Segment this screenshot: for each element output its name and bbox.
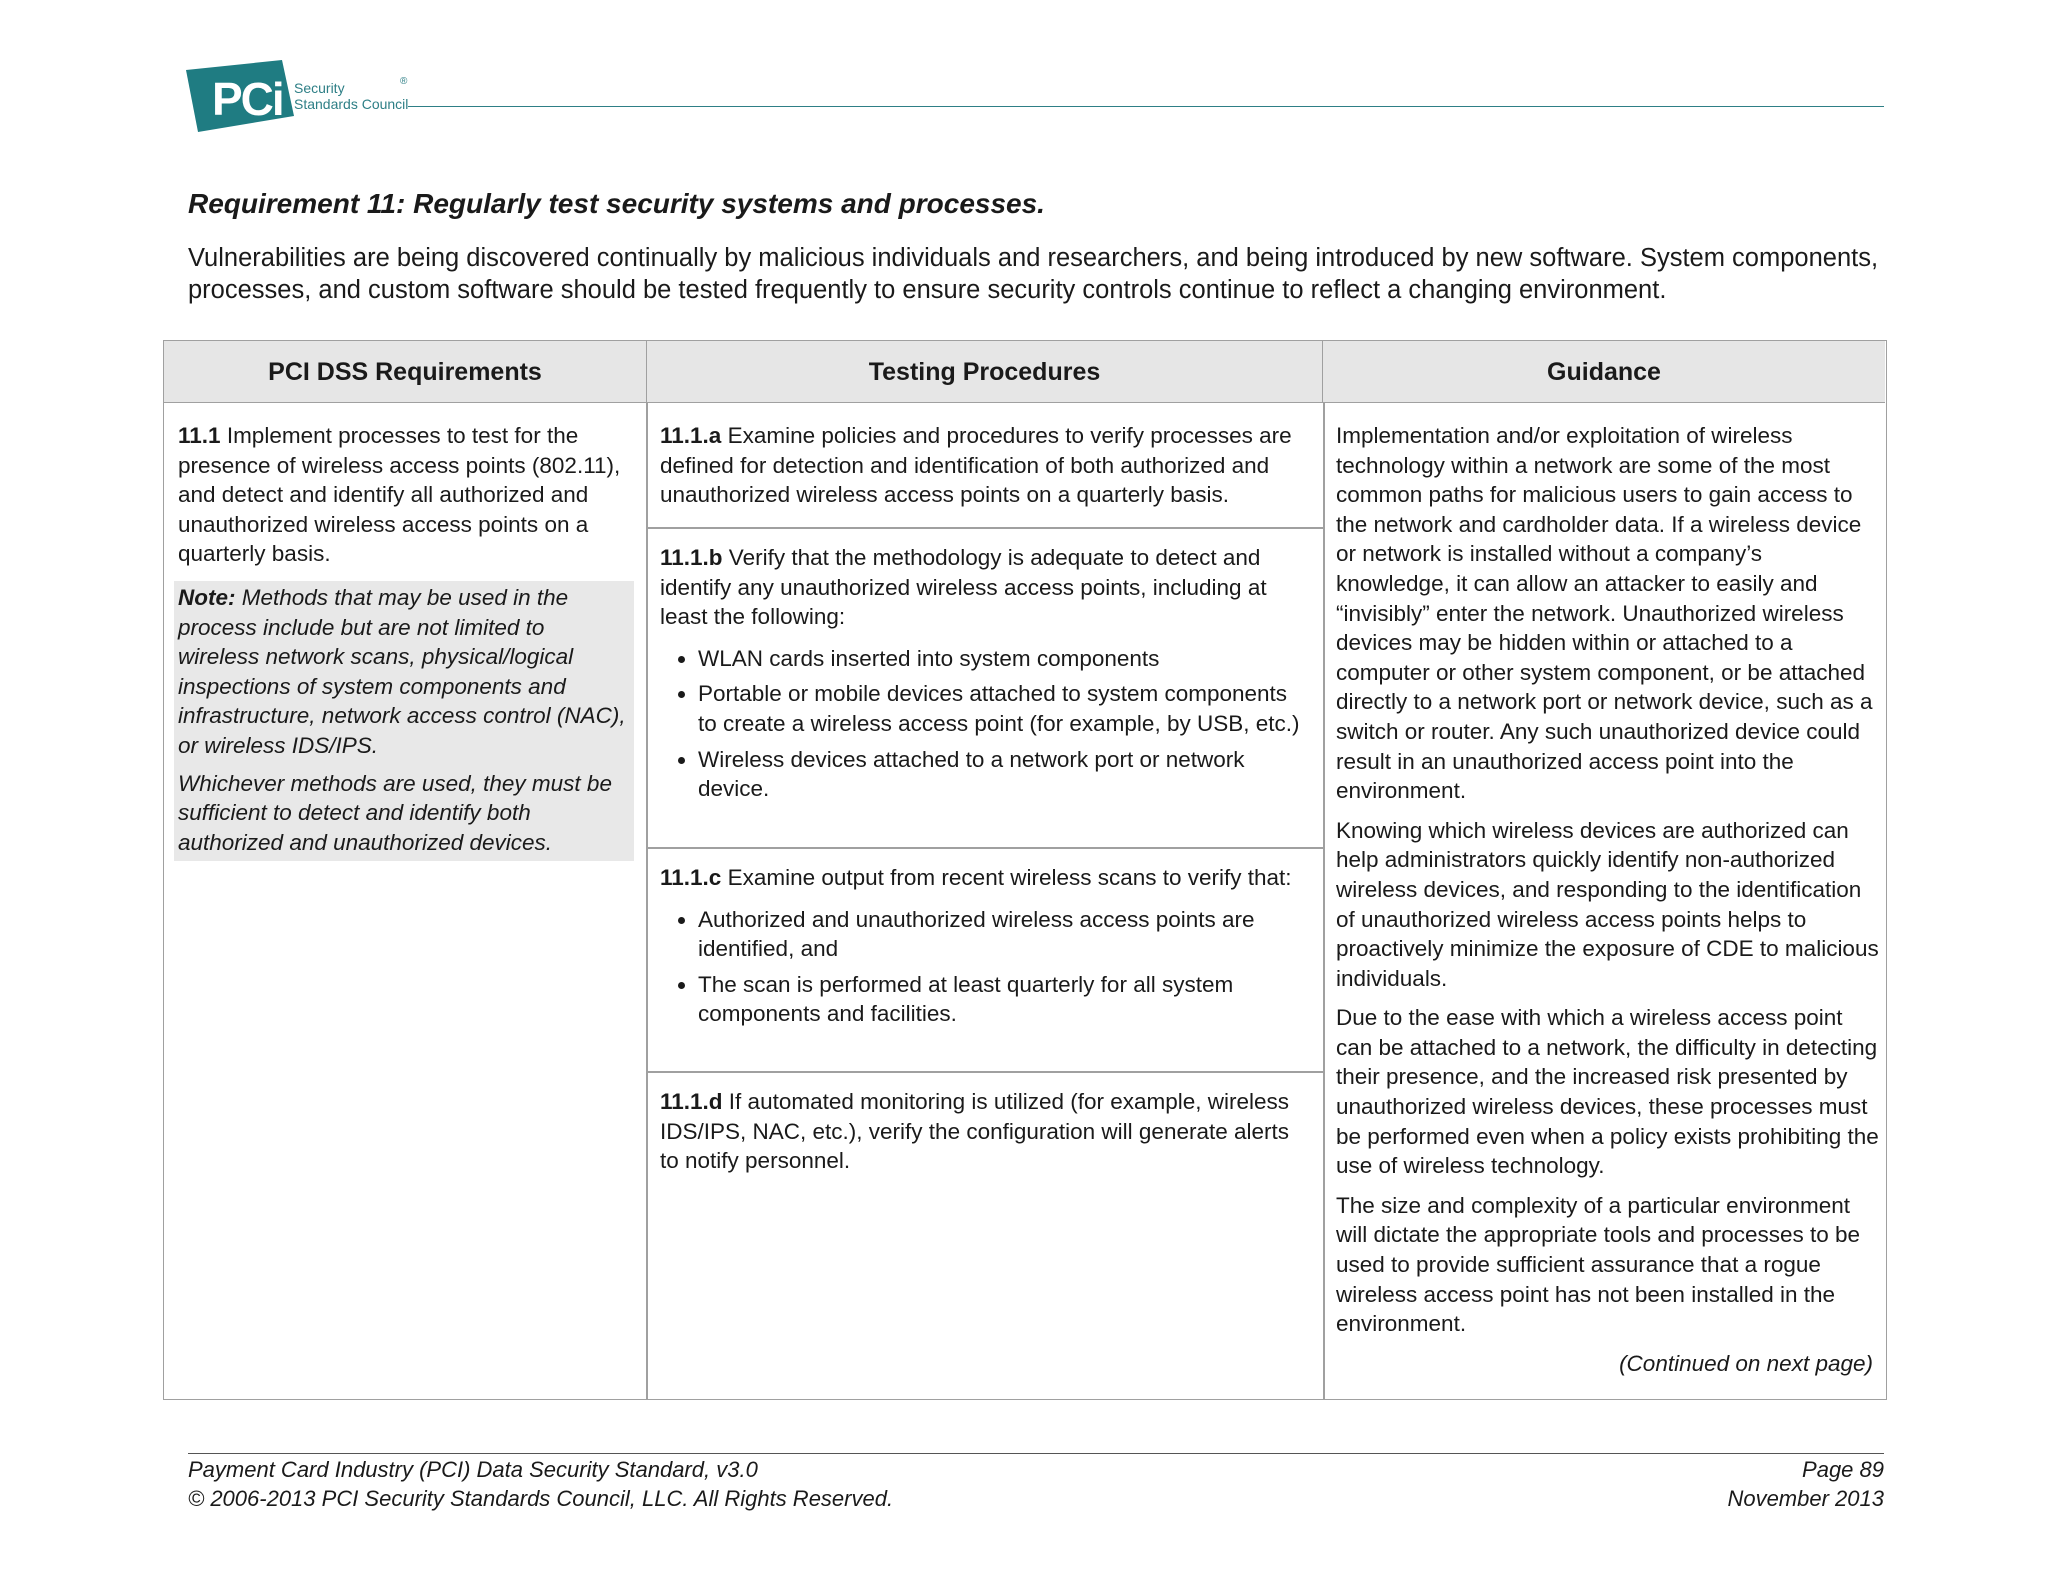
procedure-11-1-c	[646, 863, 1323, 1035]
procedure-11-1-d	[646, 1087, 1323, 1176]
footer-right	[1500, 1455, 1884, 1513]
logo-line-council: Standards Council	[294, 96, 409, 112]
procedure-divider	[647, 847, 1323, 849]
requirement-cell	[178, 421, 634, 861]
footer-document-title: Payment Card Industry (PCI) Data Security Standard, v3.0	[188, 1457, 758, 1482]
procedure-text	[660, 863, 1309, 893]
guidance-paragraph: Due to the ease with which a wireless access point can be attached to a network, the difficulty in detecting their presence, and the increased risk presented by unauthorized wireless devices, these processes must be performed even when a policy exists prohibiting the use of wireless technology.	[1336, 1005, 1879, 1179]
procedure-id: 11.1.d	[660, 1089, 723, 1114]
logo-line-security: Security	[294, 80, 345, 96]
bullet-item: • Authorized and unauthorized wireless access points are identified, and	[698, 905, 1309, 964]
procedure-body: Verify that the methodology is adequate to detect and identify any unauthorized wireless access points, including at least the following:	[660, 545, 1267, 630]
procedure-text	[660, 421, 1309, 510]
footer-rule	[188, 1453, 1884, 1454]
continued-note: (Continued on next page)	[1619, 1350, 1873, 1376]
footer-page-number: Page 89	[1802, 1457, 1884, 1482]
bullet-item: • Wireless devices attached to a network port or network device.	[698, 745, 1309, 804]
requirement-body: Implement processes to test for the presence of wireless access points (802.11), and detect and identify all authorized and unauthorized wireless access points on a quarterly basis.	[178, 423, 621, 567]
requirement-id: 11.1	[178, 423, 221, 448]
procedure-id: 11.1.a	[660, 423, 722, 448]
procedure-body: If automated monitoring is utilized (for example, wireless IDS/IPS, NAC, etc.), verify the configuration will generate alerts to notify personnel.	[660, 1089, 1290, 1174]
procedure-id: 11.1.c	[660, 865, 722, 890]
procedure-bullets	[660, 905, 1309, 1029]
header-pci-dss-requirements: PCI DSS Requirements	[164, 341, 646, 403]
footer-left	[188, 1455, 893, 1513]
guidance-paragraph: Implementation and/or exploitation of wireless technology within a network are some of the most common paths for malicious users to gain access to the network and cardholder data. If a wireless device or network is installed without a company’s knowledge, it can allow an attacker to easily and “invisibly” enter the network. Unauthorized wireless devices may be hidden within or attached to a computer or other system component, or be attached directly to a network port or network device, such as a switch or router. Any such unauthorized device could result in an unauthorized access point into the environment.	[1336, 423, 1873, 804]
header-testing-procedures: Testing Procedures	[646, 341, 1323, 403]
procedure-11-1-a	[646, 421, 1323, 510]
bullet-item: • The scan is performed at least quarterly for all system components and facilities.	[698, 970, 1309, 1029]
note-paragraph	[178, 583, 628, 761]
procedure-bullets	[660, 644, 1309, 804]
note-label: Note:	[178, 584, 236, 610]
pci-logo-text: PCi	[212, 73, 283, 125]
guidance-cell	[1336, 421, 1881, 1378]
requirements-table	[163, 340, 1887, 1400]
registered-mark: ®	[400, 76, 408, 87]
column-divider	[1323, 341, 1325, 1399]
requirement-note	[174, 581, 634, 861]
footer-date: November 2013	[1727, 1486, 1884, 1511]
bullet-item: • Portable or mobile devices attached to system components to create a wireless access point (for example, by USB, etc.)	[698, 679, 1309, 738]
requirement-intro: Vulnerabilities are being discovered continually by malicious individuals and researchers, and being introduced by new software. System components, processes, and custom software should be tested frequently to ensure security controls continue to reflect a changing environment.	[188, 244, 1879, 304]
procedure-id: 11.1.b	[660, 545, 723, 570]
procedure-body: Examine output from recent wireless scans to verify that:	[721, 865, 1292, 890]
header-guidance: Guidance	[1323, 341, 1885, 403]
procedure-divider	[647, 1071, 1323, 1073]
header-rule	[408, 106, 1884, 107]
note-body: Methods that may be used in the process include but are not limited to wireless network scans, physical/logical inspections of system components and infrastructure, network access control (NAC), or wireless IDS/IPS.	[178, 584, 626, 758]
procedure-divider	[647, 527, 1323, 529]
procedure-body: Examine policies and procedures to verify processes are defined for detection and identification of both authorized and unauthorized wireless access points on a quarterly basis.	[660, 423, 1292, 508]
bullet-item: • WLAN cards inserted into system components	[698, 644, 1309, 674]
procedure-text	[660, 543, 1309, 632]
pci-logo	[186, 60, 416, 132]
guidance-paragraph: Knowing which wireless devices are authorized can help administrators quickly identify non-authorized wireless devices, and responding to the identification of unauthorized wireless access points helps to proactively minimize the exposure of CDE to malicious individuals.	[1336, 817, 1879, 991]
procedure-text	[660, 1087, 1309, 1176]
guidance-paragraph: The size and complexity of a particular environment will dictate the appropriate tools and processes to be used to provide sufficient assurance that a rogue wireless access point has not been installed in the environment.	[1336, 1192, 1861, 1337]
note-paragraph-2: Whichever methods are used, they must be sufficient to detect and identify both authorized and unauthorized devices.	[178, 770, 612, 855]
requirement-text	[178, 421, 634, 569]
footer-copyright: © 2006-2013 PCI Security Standards Council, LLC. All Rights Reserved.	[188, 1486, 894, 1511]
procedure-11-1-b	[646, 543, 1323, 810]
requirement-title: Requirement 11: Regularly test security systems and processes.	[188, 188, 1045, 219]
